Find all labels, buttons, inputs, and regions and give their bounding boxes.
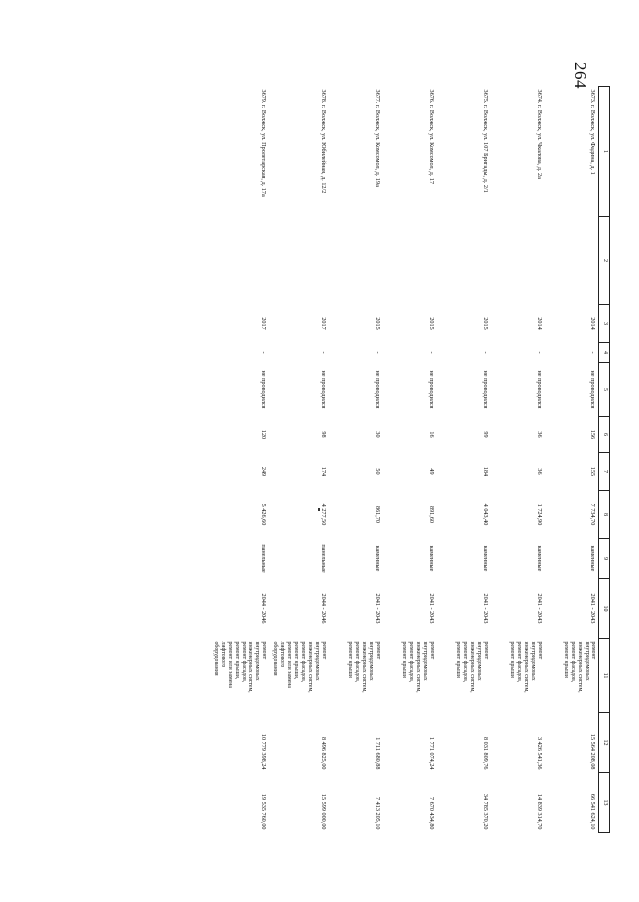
repair-work-line: ремонт крыши <box>401 641 408 678</box>
col7-cell: 50 <box>374 468 381 475</box>
column-number: 11 <box>599 639 610 713</box>
table-row <box>545 87 599 833</box>
repair-works-cell <box>329 639 383 713</box>
repair-work-line: ремонт или замена <box>286 641 293 688</box>
col6-cell: 120 <box>260 429 268 440</box>
column-number: 7 <box>599 453 610 491</box>
repair-period-cell: 2041 - 2043 <box>589 593 597 624</box>
total-cost-cell: 19 535 760,00 <box>260 793 268 830</box>
address-spacer-cell <box>491 217 545 305</box>
total-cost-cell: 34 785 370,20 <box>482 793 489 830</box>
column-number: 8 <box>599 491 610 539</box>
table-row <box>269 87 329 833</box>
total-cost-cell: 66 541 624,10 <box>589 793 597 830</box>
cost-cell: 3 426 541,36 <box>536 737 543 770</box>
total-cost-cell: 7 413 205,10 <box>374 797 381 830</box>
repair-work-line: ремонт фасадов, <box>408 641 415 683</box>
repair-work-line: инженерных систем, <box>307 641 314 693</box>
area-cell: 7 734,70 <box>589 503 597 526</box>
overhaul-status-cell: не проводился <box>536 370 543 409</box>
repair-works-cell <box>383 639 437 713</box>
repair-period-cell: 2044 - 2046 <box>320 593 327 624</box>
overhaul-status-cell: не проводился <box>482 370 489 409</box>
year-cell: 2015 <box>374 317 381 330</box>
repair-period-cell: 2044 - 2046 <box>260 593 268 624</box>
wall-material-cell: панельные <box>320 544 327 573</box>
address-spacer-cell <box>545 217 599 305</box>
repair-work-line: внутридомовых <box>583 641 590 681</box>
year-cell: 2017 <box>260 317 268 330</box>
repair-work-line: ремонт крыши, <box>293 641 300 680</box>
column-number: 5 <box>599 363 610 417</box>
column-number: 12 <box>599 713 610 773</box>
overhaul-status-cell: не проводился <box>260 370 268 409</box>
col6-cell: 16 <box>428 431 435 438</box>
cost-cell: 15 564 208,08 <box>589 733 597 770</box>
buildings-table <box>207 86 610 833</box>
col6-cell: 156 <box>589 429 597 440</box>
col7-cell: 174 <box>320 466 327 477</box>
area-cell: 861,70 <box>374 505 381 523</box>
year-cell: 2014 <box>589 317 597 330</box>
cost-cell: 1 711 680,88 <box>374 737 381 770</box>
area-cell: 891,60 <box>428 505 435 523</box>
address-spacer-cell <box>207 217 269 305</box>
repair-work-line: внутридомовых <box>422 641 429 681</box>
col6-cell: 30 <box>374 431 381 438</box>
rotated-table-container <box>110 86 610 832</box>
address-spacer-cell <box>329 217 383 305</box>
wall-material-cell: каменные <box>428 545 435 572</box>
repair-work-line: инженерных систем, <box>415 641 422 693</box>
repair-works-cell <box>491 639 545 713</box>
repair-work-line: ремонт <box>375 641 381 660</box>
col6-cell: 98 <box>320 431 327 438</box>
repair-work-line: ремонт крыши, <box>233 641 240 680</box>
table-row <box>383 87 437 833</box>
col6-cell: 99 <box>482 431 489 438</box>
table-body <box>207 87 599 833</box>
column-number: 1 <box>599 87 610 217</box>
repair-work-line: лифтового <box>279 641 286 668</box>
repair-work-line: инженерных систем, <box>576 641 583 693</box>
repair-work-line: ремонт фасадов, <box>569 641 576 683</box>
repair-work-line: ремонт <box>321 641 327 660</box>
area-cell: 4 043,40 <box>482 503 489 526</box>
column-number: 3 <box>599 305 610 343</box>
overhaul-status-cell: не проводился <box>320 370 327 409</box>
repair-work-line: ремонт фасадов, <box>516 641 523 683</box>
col4-cell: - <box>320 351 327 354</box>
col4-cell: - <box>260 351 268 354</box>
repair-work-line: ремонт крыши <box>509 641 516 678</box>
repair-work-line: внутридомовых <box>476 641 483 681</box>
column-number: 9 <box>599 539 610 579</box>
area-cell: 1 724,90 <box>536 503 543 526</box>
year-cell: 2014 <box>536 317 543 330</box>
column-number-row <box>599 87 610 833</box>
col7-cell: 184 <box>482 466 489 477</box>
table-row <box>207 87 269 833</box>
page-number: 264 <box>571 62 590 89</box>
repair-work-line: внутридомовых <box>314 641 321 681</box>
col4-cell: - <box>589 351 597 354</box>
wall-material-cell: каменные <box>589 545 597 572</box>
repair-work-line: ремонт <box>429 641 435 660</box>
repair-work-line: ремонт крыши <box>347 641 354 678</box>
repair-work-line: ремонт фасадов, <box>462 641 469 683</box>
address-cell: 3676. г. Волжск, ул. Комсомол, д. 17 <box>428 89 435 185</box>
repair-work-line: инженерных систем, <box>247 641 254 693</box>
table-row <box>437 87 491 833</box>
repair-work-line: ремонт <box>590 641 597 660</box>
repair-work-line: внутридомовых <box>368 641 375 681</box>
repair-work-line: инженерных систем, <box>361 641 368 693</box>
year-cell: 2015 <box>482 317 489 330</box>
repair-works-cell <box>545 639 599 713</box>
address-cell: 3673. г. Волжск, ул. Фадина, д. 1 <box>589 89 597 175</box>
col4-cell: - <box>428 351 435 354</box>
address-cell: 3675. г. Волжск, ул. 107 Бригады, д. 2/1 <box>482 89 489 193</box>
address-spacer-cell <box>269 217 329 305</box>
area-cell: 5 426,60 <box>260 503 268 526</box>
column-number: 2 <box>599 217 610 305</box>
year-cell: 2015 <box>428 317 435 330</box>
column-number: 4 <box>599 343 610 363</box>
total-cost-cell: 14 839 314,70 <box>536 793 543 830</box>
total-cost-cell: 7 670 434,80 <box>428 797 435 830</box>
column-number: 13 <box>599 773 610 833</box>
address-cell: 3677. г. Волжск, ул. Комсомол, д. 19а <box>374 89 381 187</box>
address-spacer-cell <box>437 217 491 305</box>
wall-material-cell: панельные <box>260 544 268 573</box>
cost-cell: 10 779 398,24 <box>260 733 268 770</box>
wall-material-cell: каменные <box>374 545 381 572</box>
repair-period-cell: 2041 - 2043 <box>536 593 543 624</box>
cost-cell: 8 031 809,76 <box>482 737 489 770</box>
repair-period-cell: 2041 - 2043 <box>428 593 435 624</box>
area-cell: 4 277,50 <box>320 503 327 526</box>
repair-work-line: оборудования <box>272 641 279 676</box>
repair-work-line: ремонт <box>483 641 489 660</box>
repair-work-line: ремонт или замена <box>226 641 233 688</box>
repair-work-line: ремонт фасадов, <box>300 641 307 683</box>
repair-work-line: ремонт крыши <box>455 641 462 678</box>
col7-cell: 155 <box>589 466 597 477</box>
overhaul-status-cell: не проводился <box>374 370 381 409</box>
col4-cell: - <box>482 351 489 354</box>
repair-works-cell <box>437 639 491 713</box>
repair-work-line: лифтового <box>219 641 226 668</box>
cost-cell: 1 771 074,24 <box>428 737 435 770</box>
wall-material-cell: каменные <box>536 545 543 572</box>
table-row <box>329 87 383 833</box>
col7-cell: 249 <box>260 466 268 477</box>
repair-work-line: внутридомовых <box>254 641 261 681</box>
repair-work-line: оборудования <box>212 641 219 676</box>
repair-work-line: ремонт фасадов, <box>240 641 247 683</box>
address-cell: 3679. г. Волжск, ул. Пролетарская, д. 17а <box>260 89 268 197</box>
repair-work-line: ремонт крыши <box>562 641 569 678</box>
cost-cell: 8 496 825,00 <box>320 737 327 770</box>
overhaul-status-cell: не проводился <box>589 370 597 409</box>
repair-work-line: инженерных систем, <box>469 641 476 693</box>
repair-work-line: внутридомовых <box>530 641 537 681</box>
total-cost-cell: 15 599 000,00 <box>320 793 327 830</box>
address-cell: 3674. г. Волжск, ул. Чкалова, д. 2а <box>536 89 543 179</box>
col7-cell: 36 <box>536 468 543 475</box>
address-cell: 3678. г. Волжск, ул. Юбилейная, д. 12/2 <box>320 89 327 194</box>
repair-period-cell: 2041 - 2043 <box>482 593 489 624</box>
repair-work-line: ремонт <box>537 641 543 660</box>
col4-cell: - <box>536 351 543 354</box>
col7-cell: 49 <box>428 468 435 475</box>
repair-works-cell <box>207 639 269 713</box>
repair-work-line: инженерных систем, <box>523 641 530 693</box>
repair-work-line: ремонт <box>261 641 268 660</box>
repair-works-cell <box>269 639 329 713</box>
table-row <box>491 87 545 833</box>
col4-cell: - <box>374 351 381 354</box>
year-cell: 2017 <box>320 317 327 330</box>
wall-material-cell: каменные <box>482 545 489 572</box>
repair-period-cell: 2041 - 2043 <box>374 593 381 624</box>
overhaul-status-cell: не проводился <box>428 370 435 409</box>
column-number: 6 <box>599 417 610 453</box>
col6-cell: 36 <box>536 431 543 438</box>
column-number: 10 <box>599 579 610 639</box>
address-spacer-cell <box>383 217 437 305</box>
repair-work-line: ремонт фасадов, <box>354 641 361 683</box>
